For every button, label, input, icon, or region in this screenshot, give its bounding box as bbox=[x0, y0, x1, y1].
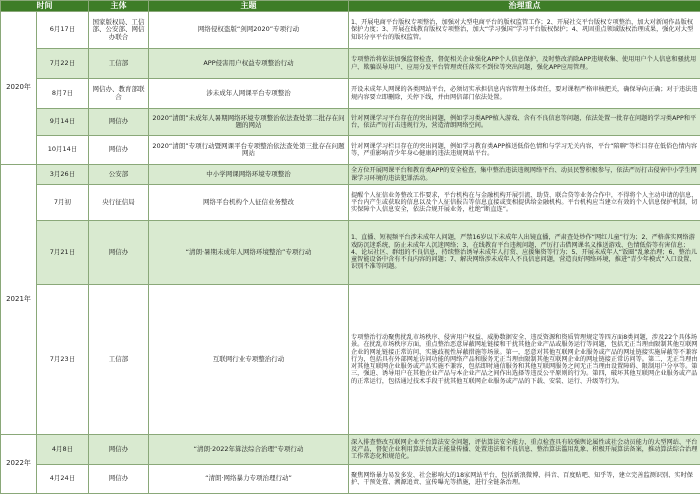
date-cell: 4月24日 bbox=[37, 465, 89, 494]
theme-cell: APP侵害用户权益专项整治行动 bbox=[149, 49, 349, 79]
theme-cell: 中小学网课网络环境专项整治 bbox=[149, 165, 349, 185]
theme-cell: 网络平台机构个人征信业务整改 bbox=[149, 185, 349, 221]
focus-cell: 开设未成年人网课的各类网站平台，必须切实承担信息内容管理主体责任，要对课程严格审核把关，确保导向正确；对于违法违规内容要立即删除，关停下线，并由网信部门依法处置。 bbox=[349, 79, 700, 109]
table-row bbox=[1, 12, 700, 49]
date-cell: 4月8日 bbox=[37, 435, 89, 465]
theme-cell: 互联网行业专项整治行动 bbox=[149, 285, 349, 435]
date-cell: 7月初 bbox=[37, 185, 89, 221]
header-focus: 治理重点 bbox=[349, 1, 700, 12]
table-row bbox=[1, 435, 700, 465]
subject-cell: 央行征信局 bbox=[89, 185, 149, 221]
focus-cell: 全方位开展网课平台和教育类APP的安全检查，集中整治违法违规网络平台、动员民警积极参与，依法严厉打击侵害中小学生网课学习环境的违法犯罪活动。 bbox=[349, 165, 700, 185]
header-time: 时间 bbox=[1, 1, 89, 12]
subject-cell: 工信部 bbox=[89, 49, 149, 79]
subject-cell: 网信办 bbox=[89, 136, 149, 165]
year-cell: 2022年 bbox=[1, 435, 37, 494]
theme-cell: 2020“清朗”专项行动暨网课平台专项整治依法查处第三批存在问题网站 bbox=[149, 136, 349, 165]
theme-cell: “清朗·2022年算法综合治理”专项行动 bbox=[149, 435, 349, 465]
table-row bbox=[1, 465, 700, 494]
subject-cell: 国家版权局、工信部、公安部、网信办联合 bbox=[89, 12, 149, 49]
subject-cell: 工信部 bbox=[89, 285, 149, 435]
table-row bbox=[1, 109, 700, 136]
date-cell: 7月23日 bbox=[37, 285, 89, 435]
focus-cell: 专项整治行动聚焦扰乱市场秩序、侵害用户权益、威胁数据安全、违反资源和资质管理规定等四方面8类问题，涉及22个具体场景。在扰乱市场秩序方面，重点整治恶意屏蔽网址链接和干扰其他企业产品或服务运行等问题，包括无正当理由限制其他互联网企业的网址链接正常访问、实施歧视性屏蔽措施等场景。第一，恶意对其他互联网企业服务或产品的网址链接实施屏蔽等不兼容行为，包括具有外部网址访问功能的网络产品和服务无正当理由限制其他互联网企业的网址链接正常访问等。第二，无正当理由对其他互联网企业服务或产品实施不兼容，包括即时通信服务和其他互联网服务之间无正当理由设置障碍、限制用户分享等。第三，强迫、诱导用户在其他企业产品与本企业产品之间作出选择等违反公平原则的行为。第四，破坏其他互联网企业服务或产品的正常运行，包括通过技术手段干扰其他互联网企业服务或产品的下载、安装、运行、升级等行为。 bbox=[349, 285, 700, 435]
focus-cell: 针对网课学习平台存在的突出问题，例如学习类APP植入游戏、含有不良信息等问题，依法处置一批存在问题的学习类APP和平台，依法严厉打击违规行为，营造清朗网络空间。 bbox=[349, 109, 700, 136]
subject-cell: 网信办 bbox=[89, 109, 149, 136]
table-row bbox=[1, 185, 700, 221]
subject-cell: 网信办、教育部联合 bbox=[89, 79, 149, 109]
header-theme: 主题 bbox=[149, 1, 349, 12]
focus-cell: 深入排查整改互联网企业平台算法安全问题，评估算法安全能力，重点检查具有较强舆论属性或社会动员能力的大型网站、平台及产品，督促企业利用算法加大正能量传播、处置违法和不良信息、整治算法滥用乱象、积极开展算法备案，推动算法综合治理工作常态化和规范化。 bbox=[349, 435, 700, 465]
theme-cell: 涉未成年人网课平台专项整治 bbox=[149, 79, 349, 109]
focus-cell: 1、开展电商平台版权专项整治，加强对大型电商平台的版权监管工作；2、开展社交平台版权专项整治，加大对新闻作品版权保护力度；3、开展在线教育版权专项整治，加大“学习强国”学习平台版权保护；4、巩固重点领域版权治理成果，强化对大型知识分享平台的版权监管。 bbox=[349, 12, 700, 49]
header-subject: 主体 bbox=[89, 1, 149, 12]
date-cell: 8月7日 bbox=[37, 79, 89, 109]
table-row bbox=[1, 79, 700, 109]
table-row bbox=[1, 165, 700, 185]
subject-cell: 网信办 bbox=[89, 221, 149, 285]
year-cell: 2021年 bbox=[1, 165, 37, 435]
date-cell: 3月26日 bbox=[37, 165, 89, 185]
date-cell: 10月14日 bbox=[37, 136, 89, 165]
date-cell: 6月17日 bbox=[37, 12, 89, 49]
theme-cell: 2020“清朗”未成年人暑期网络环境专项整治依法查处第二批存在问题的网站 bbox=[149, 109, 349, 136]
table-row bbox=[1, 49, 700, 79]
subject-cell: 网信办 bbox=[89, 465, 149, 494]
focus-cell: 聚焦网络暴力易发多发、社会影响大的18家网站平台，包括新浪微博、抖音、百度贴吧、知乎等，建立完善监测识别、实时保护、干预处置、溯源追责、宣传曝光等措施，进行全链条治理。 bbox=[349, 465, 700, 494]
date-cell: 7月21日 bbox=[37, 221, 89, 285]
focus-cell: 专项整治将依法加强监督检查，督促相关企业强化APP个人信息保护，及时整改消除APP违规收集、使用用户个人信息和骚扰用户、欺骗误导用户、应用分发平台管理责任落实不到位等突出问题，强化APP应用管理。 bbox=[349, 49, 700, 79]
theme-cell: 网络侵权盗版“剑网2020”专项行动 bbox=[149, 12, 349, 49]
date-cell: 7月22日 bbox=[37, 49, 89, 79]
focus-cell: 1、直播、短视频平台涉未成年人问题，严禁16岁以下未成年人出镜直播，严肃查处炒作“网红儿童”行为；2、严格落实网络游戏防沉迷系统，防止未成年人沉迷网络；3、在线教育平台违规问题，严厉打击借网课名义推送游戏、色情低俗等有害信息；4、论坛社区、群组的不良信息，持续整治诱导未成年人打赏、应援集资等行为；5、开展未成年人“饭圈”乱象治理；6、整治儿童智能设备中含有不良内容的问题；7、解决网络涉未成年人不良信息问题，营造良好网络环境，推进“青少年模式”入口设置、识别不准等问题。 bbox=[349, 221, 700, 285]
theme-cell: “清朗·网络暴力专项治理行动” bbox=[149, 465, 349, 494]
date-cell: 9月14日 bbox=[37, 109, 89, 136]
subject-cell: 网信办 bbox=[89, 435, 149, 465]
table-row bbox=[1, 285, 700, 435]
subject-cell: 公安部 bbox=[89, 165, 149, 185]
focus-cell: 针对网课学习栏目存在的突出问题，例如学习教育类APP推送低俗色情和与学习无关内容，平台“陪聊”等栏目存在低俗色情内容等，严重影响青少年身心健康的违法违规网站平台。 bbox=[349, 136, 700, 165]
year-cell: 2020年 bbox=[1, 12, 37, 165]
focus-cell: 提醒个人征信业务整改工作要求，平台机构在与金融机构开展引流、助贷、联合贷等业务合作中，不得将个人主动申请的信息、平台内产生或获取的信息以及个人征信报告等信息直接或变相提供给金融机构。平台机构应当建立有效的个人信息保护机制，切实保障个人信息安全，依法合规开展业务，杜绝“断直连”。 bbox=[349, 185, 700, 221]
table-header-row bbox=[1, 1, 700, 12]
table-row bbox=[1, 136, 700, 165]
table-row bbox=[1, 221, 700, 285]
theme-cell: “清朗·暑期未成年人网络环境整治”专项行动 bbox=[149, 221, 349, 285]
